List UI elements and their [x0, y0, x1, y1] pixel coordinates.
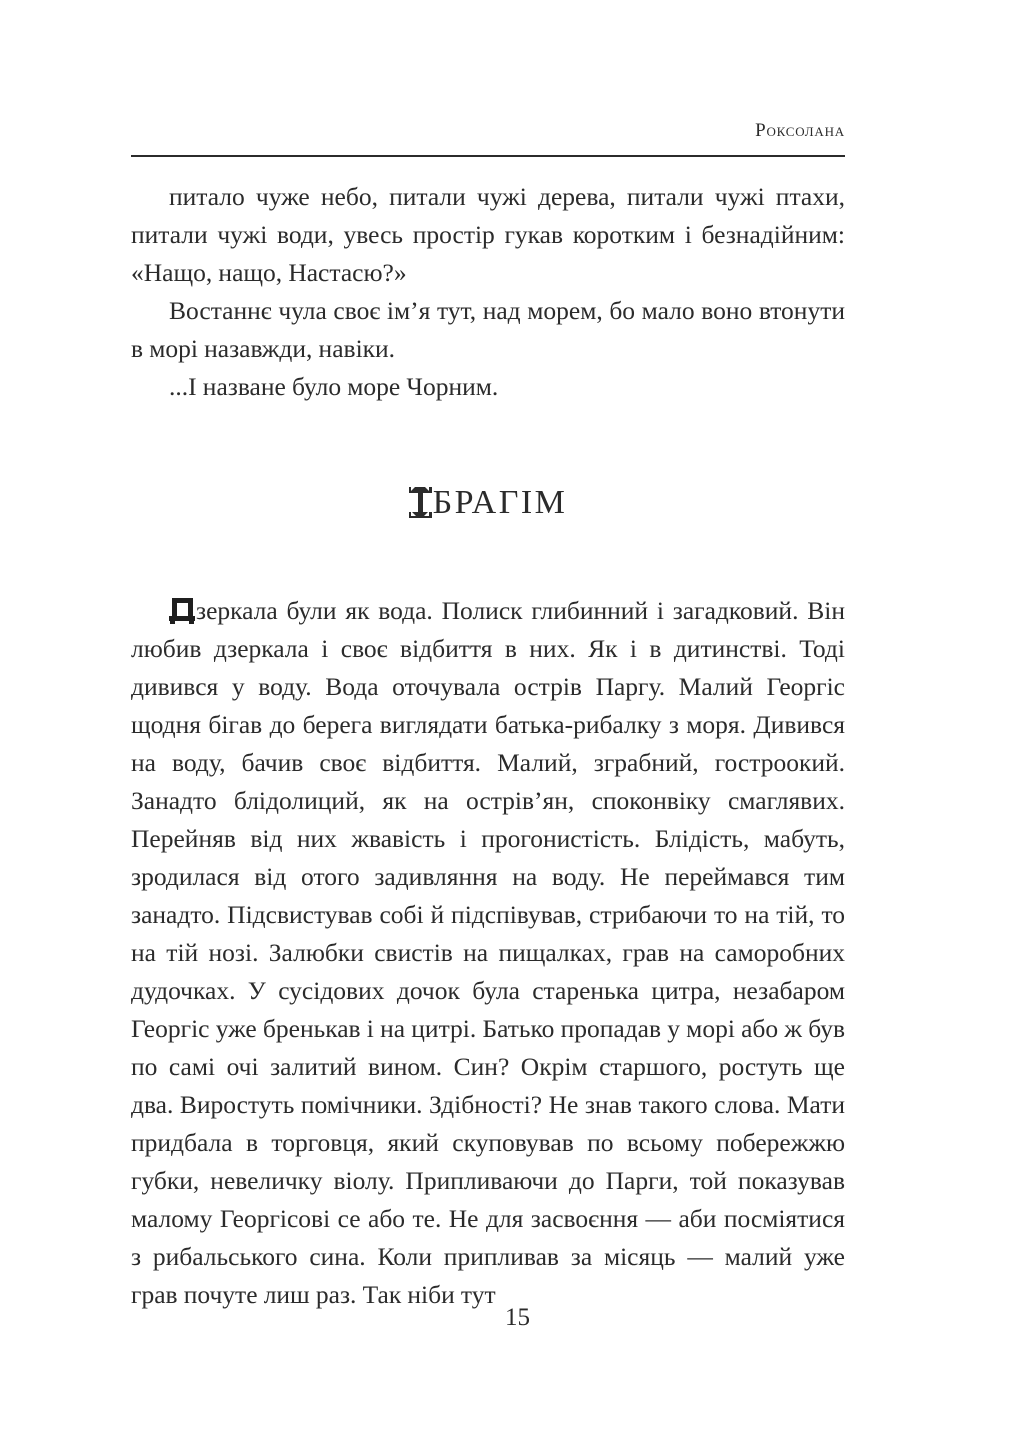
- chapter-opening-paragraph: [131, 592, 845, 1314]
- chapter-opening-text: зеркала були як вода. Полиск глибинний і загадковий. Він любив дзеркала і своє відбиття в них. Як і в дитинстві. Тоді дивився у воду. Вода оточувала острів Паргу. Малий Георгіс щодня бігав до берега виглядати батька-рибалку з моря. Дивився на воду, бачив своє відбиття. Малий, зграбний, гостроокий. Занадто блідолиций, як на острів’ян, споконвіку смаглявих. Перейняв від них жвавість і прогонистість. Блідість, мабуть, зродилася від отого задивляння на воду. Не переймався тим занадто. Підсвистував собі й підспівував, стрибаючи то на тій, то на тій нозі. Залюбки свистів на пищалках, грав на саморобних дудочках. У сусідових дочок була старенька цитра, незабаром Георгіс уже бренькав і на цитрі. Батько пропадав у морі або ж був по самі очі залитий вином. Син? Окрім старшого, ростуть ще два. Виростуть помічники. Здібності? Не знав такого слова. Мати придбала в торговця, який скуповував по всьому побережжю губки, невеличку віолу. Припливаючи до Парги, той показував малому Георгісові се або те. Не для засвоєння — аби посміятися з рибальського сина. Коли припливав за місяць — малий уже грав почуте лиш раз. Так ніби тут: [131, 596, 845, 1309]
- chapter-spacer-bottom: [131, 520, 845, 592]
- header-rule: [131, 155, 845, 157]
- chapter-title-text: БРАГІМ: [432, 484, 568, 521]
- chapter-title: [131, 484, 845, 520]
- decorative-initial-icon: [169, 597, 195, 623]
- page-text-block: [131, 178, 845, 1314]
- paragraph-continued: питало чуже небо, питали чужі дерева, питали чужі птахи, питали чужі води, увесь простір гукав коротким і безнадійним: «Нащо, нащо, Настасю?»: [131, 182, 845, 287]
- paragraph: ...І назване було море Чорним.: [169, 372, 499, 401]
- running-header-title: Роксолана: [755, 120, 845, 141]
- paragraph: Востаннє чула своє ім’я тут, над морем, бо мало воно втонути в морі назавжди, навіки.: [131, 296, 845, 363]
- page-number: 15: [505, 1304, 530, 1331]
- chapter-spacer-top: [131, 406, 845, 484]
- ornamental-initial-icon: [409, 484, 431, 518]
